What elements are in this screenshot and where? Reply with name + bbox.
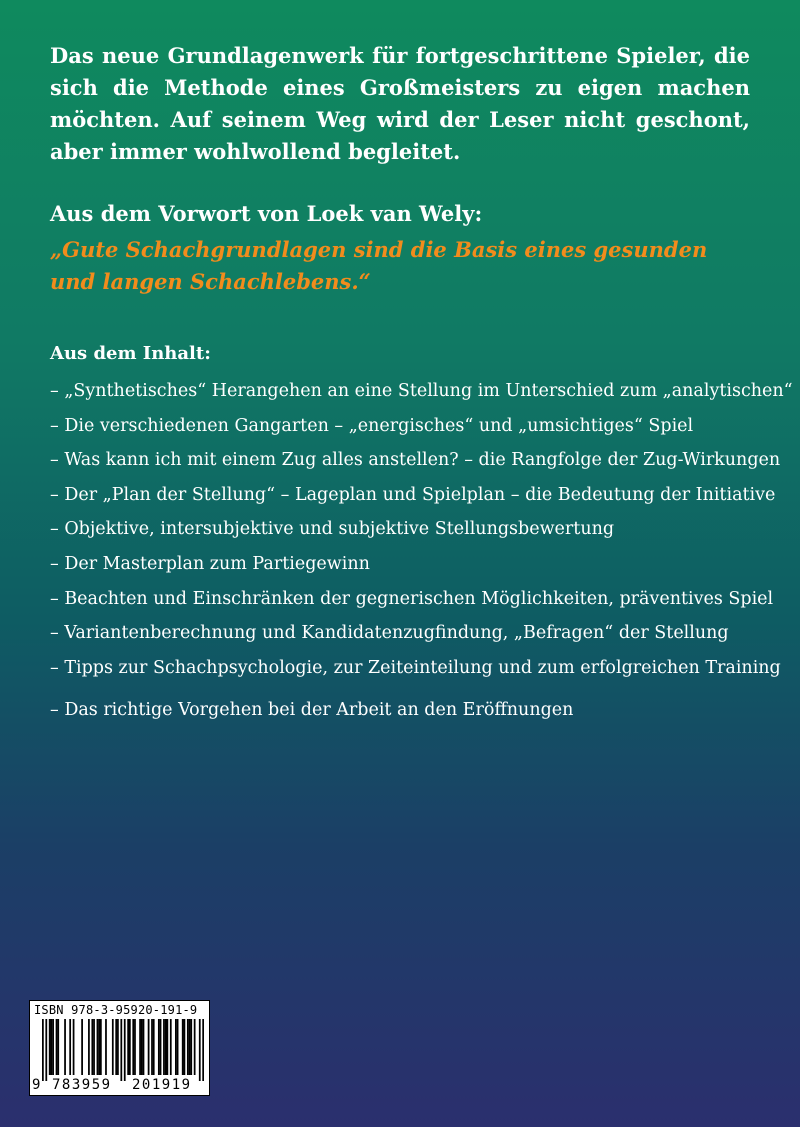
contents-list: [50, 374, 793, 728]
barcode-bar: [177, 1019, 179, 1075]
contents-item: – Objektive, intersubjektive und subjektive Stellungsbewertung: [50, 519, 615, 540]
barcode-bar: [100, 1019, 102, 1075]
barcode-bar: [91, 1019, 93, 1075]
barcode-bar: [57, 1019, 59, 1075]
barcode-bar: [127, 1019, 129, 1075]
barcode-bar: [143, 1019, 145, 1075]
foreword-heading: Aus dem Vorwort von Loek van Wely:: [50, 201, 483, 226]
barcode-bar: [194, 1019, 196, 1075]
barcode-bar: [165, 1019, 167, 1075]
foreword-quote: „Gute Schachgrundlagen sind die Basis eines gesunden und langen Schachlebens.“: [50, 237, 708, 294]
barcode-bar: [187, 1019, 189, 1075]
barcode-bar: [105, 1019, 107, 1075]
contents-item: – Was kann ich mit einem Zug alles anstellen? – die Rangfolge der Zug-Wirkungen: [50, 450, 781, 471]
contents-item: – „Synthetisches“ Herangehen an eine Stellung im Unterschied zum „analytischen“: [50, 381, 793, 401]
barcode-bar: [45, 1019, 47, 1081]
barcode-bar: [69, 1019, 71, 1075]
barcode-bar: [49, 1019, 51, 1075]
contents-item: – Die verschiedenen Gangarten – „energisches“ und „umsichtiges“ Spiel: [50, 415, 694, 436]
ean-first-digit: 9: [32, 1077, 41, 1093]
barcode-bar: [134, 1019, 136, 1075]
isbn-label: ISBN 978-3-95920-191-9: [34, 1003, 198, 1017]
barcode-bar: [163, 1019, 165, 1075]
barcode-bar: [98, 1019, 100, 1075]
barcode-bar: [51, 1019, 53, 1075]
contents-item: – Variantenberechnung und Kandidatenzugfindung, „Befragen“ der Stellung: [50, 623, 729, 644]
barcode-bar: [117, 1019, 119, 1075]
contents-heading: Aus dem Inhalt:: [50, 343, 211, 364]
barcode-bar: [139, 1019, 141, 1075]
barcode-bar: [190, 1019, 192, 1075]
barcode-bar: [202, 1019, 204, 1081]
barcode-bar: [166, 1019, 168, 1075]
barcode-bar: [148, 1019, 150, 1075]
barcode-bar: [120, 1019, 122, 1081]
barcode-bar: [153, 1019, 155, 1075]
barcode-bar: [64, 1019, 66, 1075]
ean-digits: [32, 1076, 210, 1094]
barcode-bar: [160, 1019, 162, 1075]
ean-right-group: 201919: [132, 1077, 192, 1093]
barcode-bar: [73, 1019, 75, 1075]
barcode-bar: [97, 1019, 99, 1075]
ean-left-group: 783959: [52, 1077, 112, 1093]
barcode-bar: [81, 1019, 83, 1075]
barcode-bar: [42, 1019, 44, 1081]
barcode-bar: [184, 1019, 186, 1075]
barcode-bar: [56, 1019, 58, 1075]
barcode-bar: [189, 1019, 191, 1075]
barcode-bar: [132, 1019, 134, 1075]
contents-item: – Beachten und Einschränken der gegnerischen Möglichkeiten, präventives Spiel: [50, 588, 774, 609]
barcode-bar: [112, 1019, 114, 1075]
barcode-bar: [88, 1019, 90, 1075]
contents-item: – Der Masterplan zum Partiegewinn: [50, 553, 370, 574]
barcode-bar: [170, 1019, 172, 1075]
contents-item: – Tipps zur Schachpsychologie, zur Zeiteinteilung und zum erfolgreichen Training: [50, 657, 781, 678]
isbn-barcode: [29, 1000, 210, 1096]
blurb-text: Das neue Grundlagenwerk für fortgeschrittene Spieler, die sich die Methode eines Großmeisters zu eigen machen möchten. Auf seinem Weg wird der Leser nicht geschont, aber immer wohlwollend begleitet.: [50, 43, 750, 164]
barcode-bar: [141, 1019, 143, 1075]
barcode-bar: [175, 1019, 177, 1075]
barcode-bar: [124, 1019, 126, 1081]
barcode-bar: [93, 1019, 95, 1075]
barcode-bar: [158, 1019, 160, 1075]
contents-item: – Der „Plan der Stellung“ – Lageplan und Spielplan – die Bedeutung der Initiative: [50, 484, 776, 505]
barcode-bar: [182, 1019, 184, 1075]
barcode-bars: [42, 1019, 204, 1081]
barcode-bar: [115, 1019, 117, 1075]
barcode-bar: [52, 1019, 54, 1075]
barcode-bar: [129, 1019, 131, 1075]
barcode-bar: [199, 1019, 201, 1081]
barcode-bar: [151, 1019, 153, 1075]
contents-item: – Das richtige Vorgehen bei der Arbeit an den Eröffnungen: [50, 700, 574, 721]
